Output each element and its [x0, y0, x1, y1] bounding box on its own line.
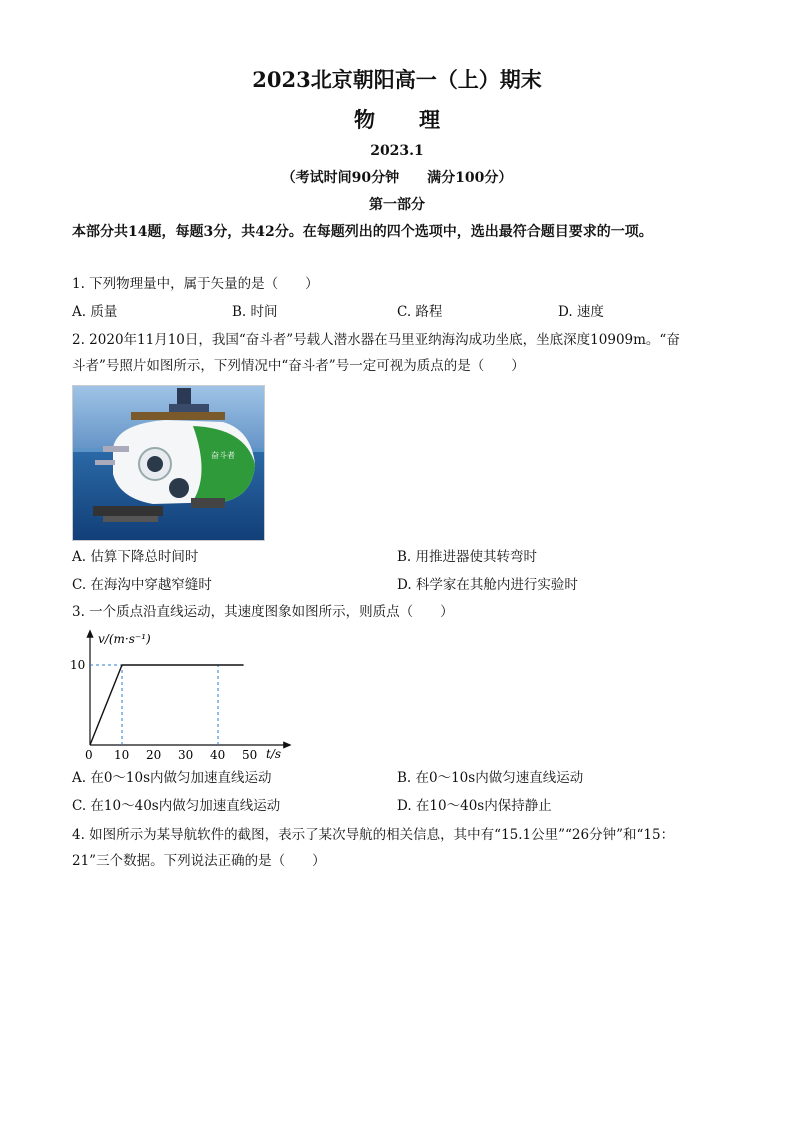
q3-option-d[interactable]: D. 在10～40s内保持静止: [397, 798, 552, 814]
y-tick-label-10: 10: [70, 658, 86, 672]
q1-stem: 1. 下列物理量中，属于矢量的是（ ）: [72, 276, 319, 292]
instructions: 本部分共14题，每题3分，共42分。在每题列出的四个选项中，选出最符合题目要求的一项。: [72, 224, 653, 240]
x-axis-label: t/s: [266, 747, 282, 761]
q3-option-b[interactable]: B. 在0～10s内做匀速直线运动: [397, 770, 584, 786]
q1-option-c[interactable]: C. 路程: [397, 304, 443, 320]
x-tick-label-30: 30: [178, 748, 194, 762]
x-tick-label-0: 0: [85, 748, 93, 762]
y-axis-label: v/(m·s⁻¹): [98, 632, 151, 646]
q3-stem: 3. 一个质点沿直线运动，其速度图象如图所示，则质点（ ）: [72, 604, 454, 620]
q2-stem-line1: 2. 2020年11月10日，我国“奋斗者”号载人潜水器在马里亚纳海沟成功坐底，坐底深度10909m。“奋: [72, 332, 680, 348]
q1-option-a[interactable]: A. 质量: [72, 304, 118, 320]
q2-option-a[interactable]: A. 估算下降总时间时: [72, 549, 199, 565]
q3-option-a[interactable]: A. 在0～10s内做匀加速直线运动: [72, 770, 272, 786]
exam-date: 2023.1: [370, 143, 424, 159]
velocity-series-line: [90, 665, 244, 745]
submersible-name-text: 奋斗者: [211, 451, 235, 460]
velocity-time-graph: [68, 625, 298, 765]
q2-stem-line2: 斗者”号照片如图所示，下列情况中“奋斗者”号一定可视为质点的是（ ）: [72, 358, 525, 374]
q2-option-c[interactable]: C. 在海沟中穿越窄缝时: [72, 577, 212, 593]
q3-option-c[interactable]: C. 在10～40s内做匀加速直线运动: [72, 798, 281, 814]
exam-title: 2023北京朝阳高一（上）期末: [252, 67, 542, 92]
x-tick-label-40: 40: [210, 748, 226, 762]
x-tick-label-10: 10: [114, 748, 130, 762]
x-tick-label-20: 20: [146, 748, 162, 762]
x-tick-label-50: 50: [242, 748, 258, 762]
q4-stem-line1: 4. 如图所示为某导航软件的截图，表示了某次导航的相关信息，其中有“15.1公里”“26分钟”和“15：: [72, 827, 675, 843]
q1-option-b[interactable]: B. 时间: [232, 304, 278, 320]
q2-option-b[interactable]: B. 用推进器使其转弯时: [397, 549, 538, 565]
q4-stem-line2: 21”三个数据。下列说法正确的是（ ）: [72, 853, 326, 869]
part-heading: 第一部分: [369, 197, 425, 213]
submersible-photo: [72, 385, 265, 541]
q1-option-d[interactable]: D. 速度: [558, 304, 604, 320]
subject-title: 物理: [354, 107, 484, 132]
exam-info: （考试时间90分钟 满分100分）: [281, 170, 513, 186]
q2-option-d[interactable]: D. 科学家在其舱内进行实验时: [397, 577, 578, 593]
